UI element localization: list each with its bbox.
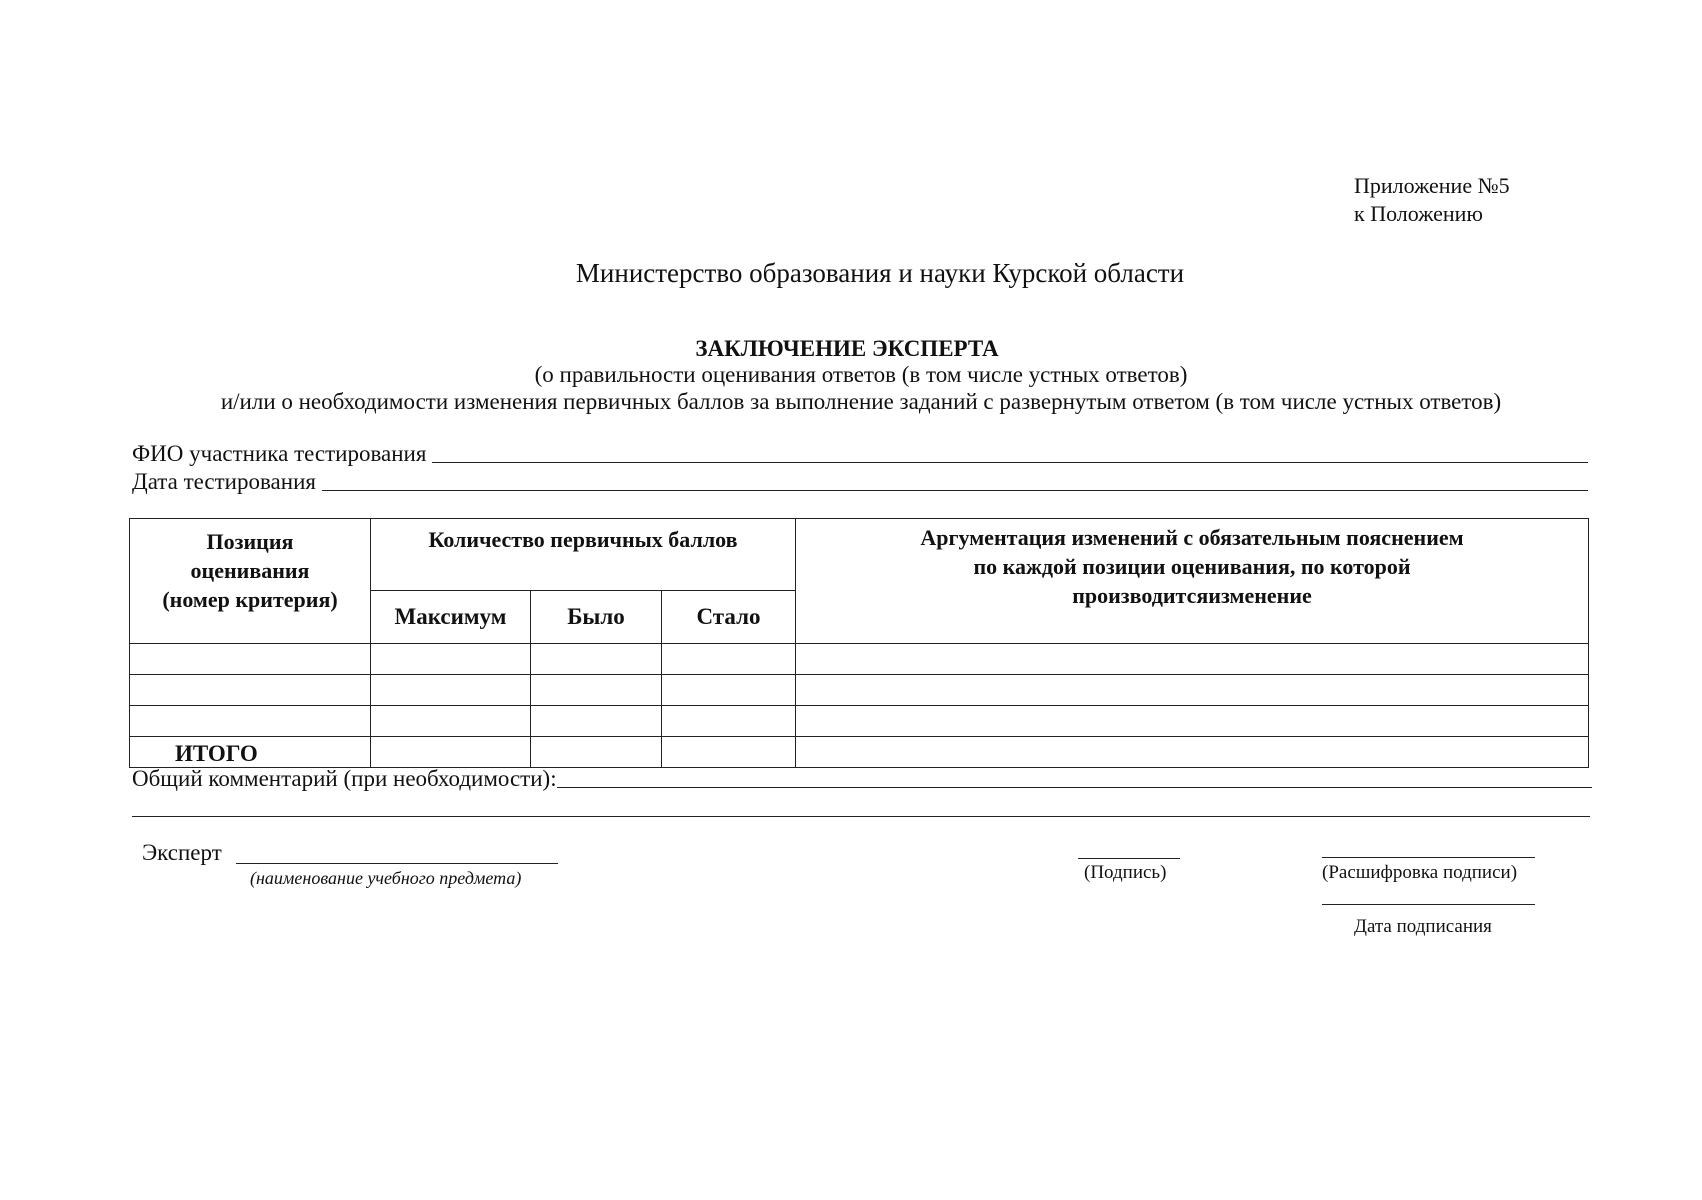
table-cell[interactable] xyxy=(130,706,371,737)
comment-field xyxy=(132,766,1592,792)
ministry-heading: Министерство образования и науки Курской области xyxy=(575,258,1185,288)
table-cell[interactable] xyxy=(371,644,531,675)
header-argument-line: производитсяизменение xyxy=(1072,583,1312,608)
total-label: ИТОГО xyxy=(130,737,371,768)
expert-caption: (наименование учебного предмета) xyxy=(250,868,522,888)
header-position-line: Позиция xyxy=(206,529,294,554)
header-argumentation xyxy=(796,519,1589,644)
annex-header xyxy=(1354,172,1510,228)
document-subtitle-1: (о правильности оценивания ответов (в том числе устных ответов) xyxy=(534,362,1188,387)
header-position xyxy=(130,519,371,644)
table-cell[interactable] xyxy=(371,706,531,737)
scores-table xyxy=(129,518,1589,768)
table-cell[interactable] xyxy=(130,675,371,706)
comment-input-line[interactable] xyxy=(557,786,1592,788)
table-row xyxy=(130,706,1589,737)
table-cell[interactable] xyxy=(796,675,1589,706)
signature-caption: (Подпись) xyxy=(1084,862,1167,883)
table-row xyxy=(130,675,1589,706)
header-was: Было xyxy=(531,590,662,643)
testing-date-label: Дата тестирования xyxy=(132,469,316,494)
total-cell[interactable] xyxy=(662,737,796,768)
table-row xyxy=(130,644,1589,675)
comment-label: Общий комментарий (при необходимости): xyxy=(132,766,557,791)
header-argument-line: Аргументация изменений с обязательным пояснением xyxy=(920,525,1464,550)
total-row xyxy=(130,737,1589,768)
table-header-row xyxy=(130,519,1589,591)
header-argument-line: по каждой позиции оценивания, по которой xyxy=(973,554,1411,579)
testing-date-input-line[interactable] xyxy=(322,489,1588,491)
table-cell[interactable] xyxy=(662,675,796,706)
table-cell[interactable] xyxy=(130,644,371,675)
fio-input-line[interactable] xyxy=(432,461,1588,463)
expert-input-line[interactable] xyxy=(236,863,558,864)
table-cell[interactable] xyxy=(531,675,662,706)
fio-field xyxy=(132,441,1588,467)
table-cell[interactable] xyxy=(662,706,796,737)
expert-label: Эксперт xyxy=(142,840,222,865)
header-position-line: (номер критерия) xyxy=(162,587,338,612)
annex-number: Приложение №5 xyxy=(1354,173,1510,198)
annex-reference: к Положению xyxy=(1354,201,1483,226)
table-cell[interactable] xyxy=(796,706,1589,737)
header-became: Стало xyxy=(662,590,796,643)
table-cell[interactable] xyxy=(371,675,531,706)
signature-decoding-line[interactable] xyxy=(1322,857,1535,858)
header-quantity: Количество первичных баллов xyxy=(371,519,796,591)
signature-decoding-caption: (Расшифровка подписи) xyxy=(1322,862,1518,883)
total-cell[interactable] xyxy=(796,737,1589,768)
total-cell[interactable] xyxy=(371,737,531,768)
fio-label: ФИО участника тестирования xyxy=(132,441,427,466)
testing-date-field xyxy=(132,469,1588,495)
signing-date-line[interactable] xyxy=(1322,904,1535,905)
document-title: ЗАКЛЮЧЕНИЕ ЭКСПЕРТА xyxy=(695,336,999,361)
table-cell[interactable] xyxy=(531,706,662,737)
document-subtitle-2: и/или о необходимости изменения первичных баллов за выполнение заданий с развернутым ответом (в том числе устных ответов) xyxy=(220,389,1502,414)
header-position-line: оценивания xyxy=(190,558,310,583)
header-maximum: Максимум xyxy=(371,590,531,643)
comment-input-line-2[interactable] xyxy=(132,816,1590,817)
table-cell[interactable] xyxy=(796,644,1589,675)
signing-date-caption: Дата подписания xyxy=(1354,916,1492,937)
table-cell[interactable] xyxy=(531,644,662,675)
total-cell[interactable] xyxy=(531,737,662,768)
table-cell[interactable] xyxy=(662,644,796,675)
signature-line[interactable] xyxy=(1078,858,1180,859)
